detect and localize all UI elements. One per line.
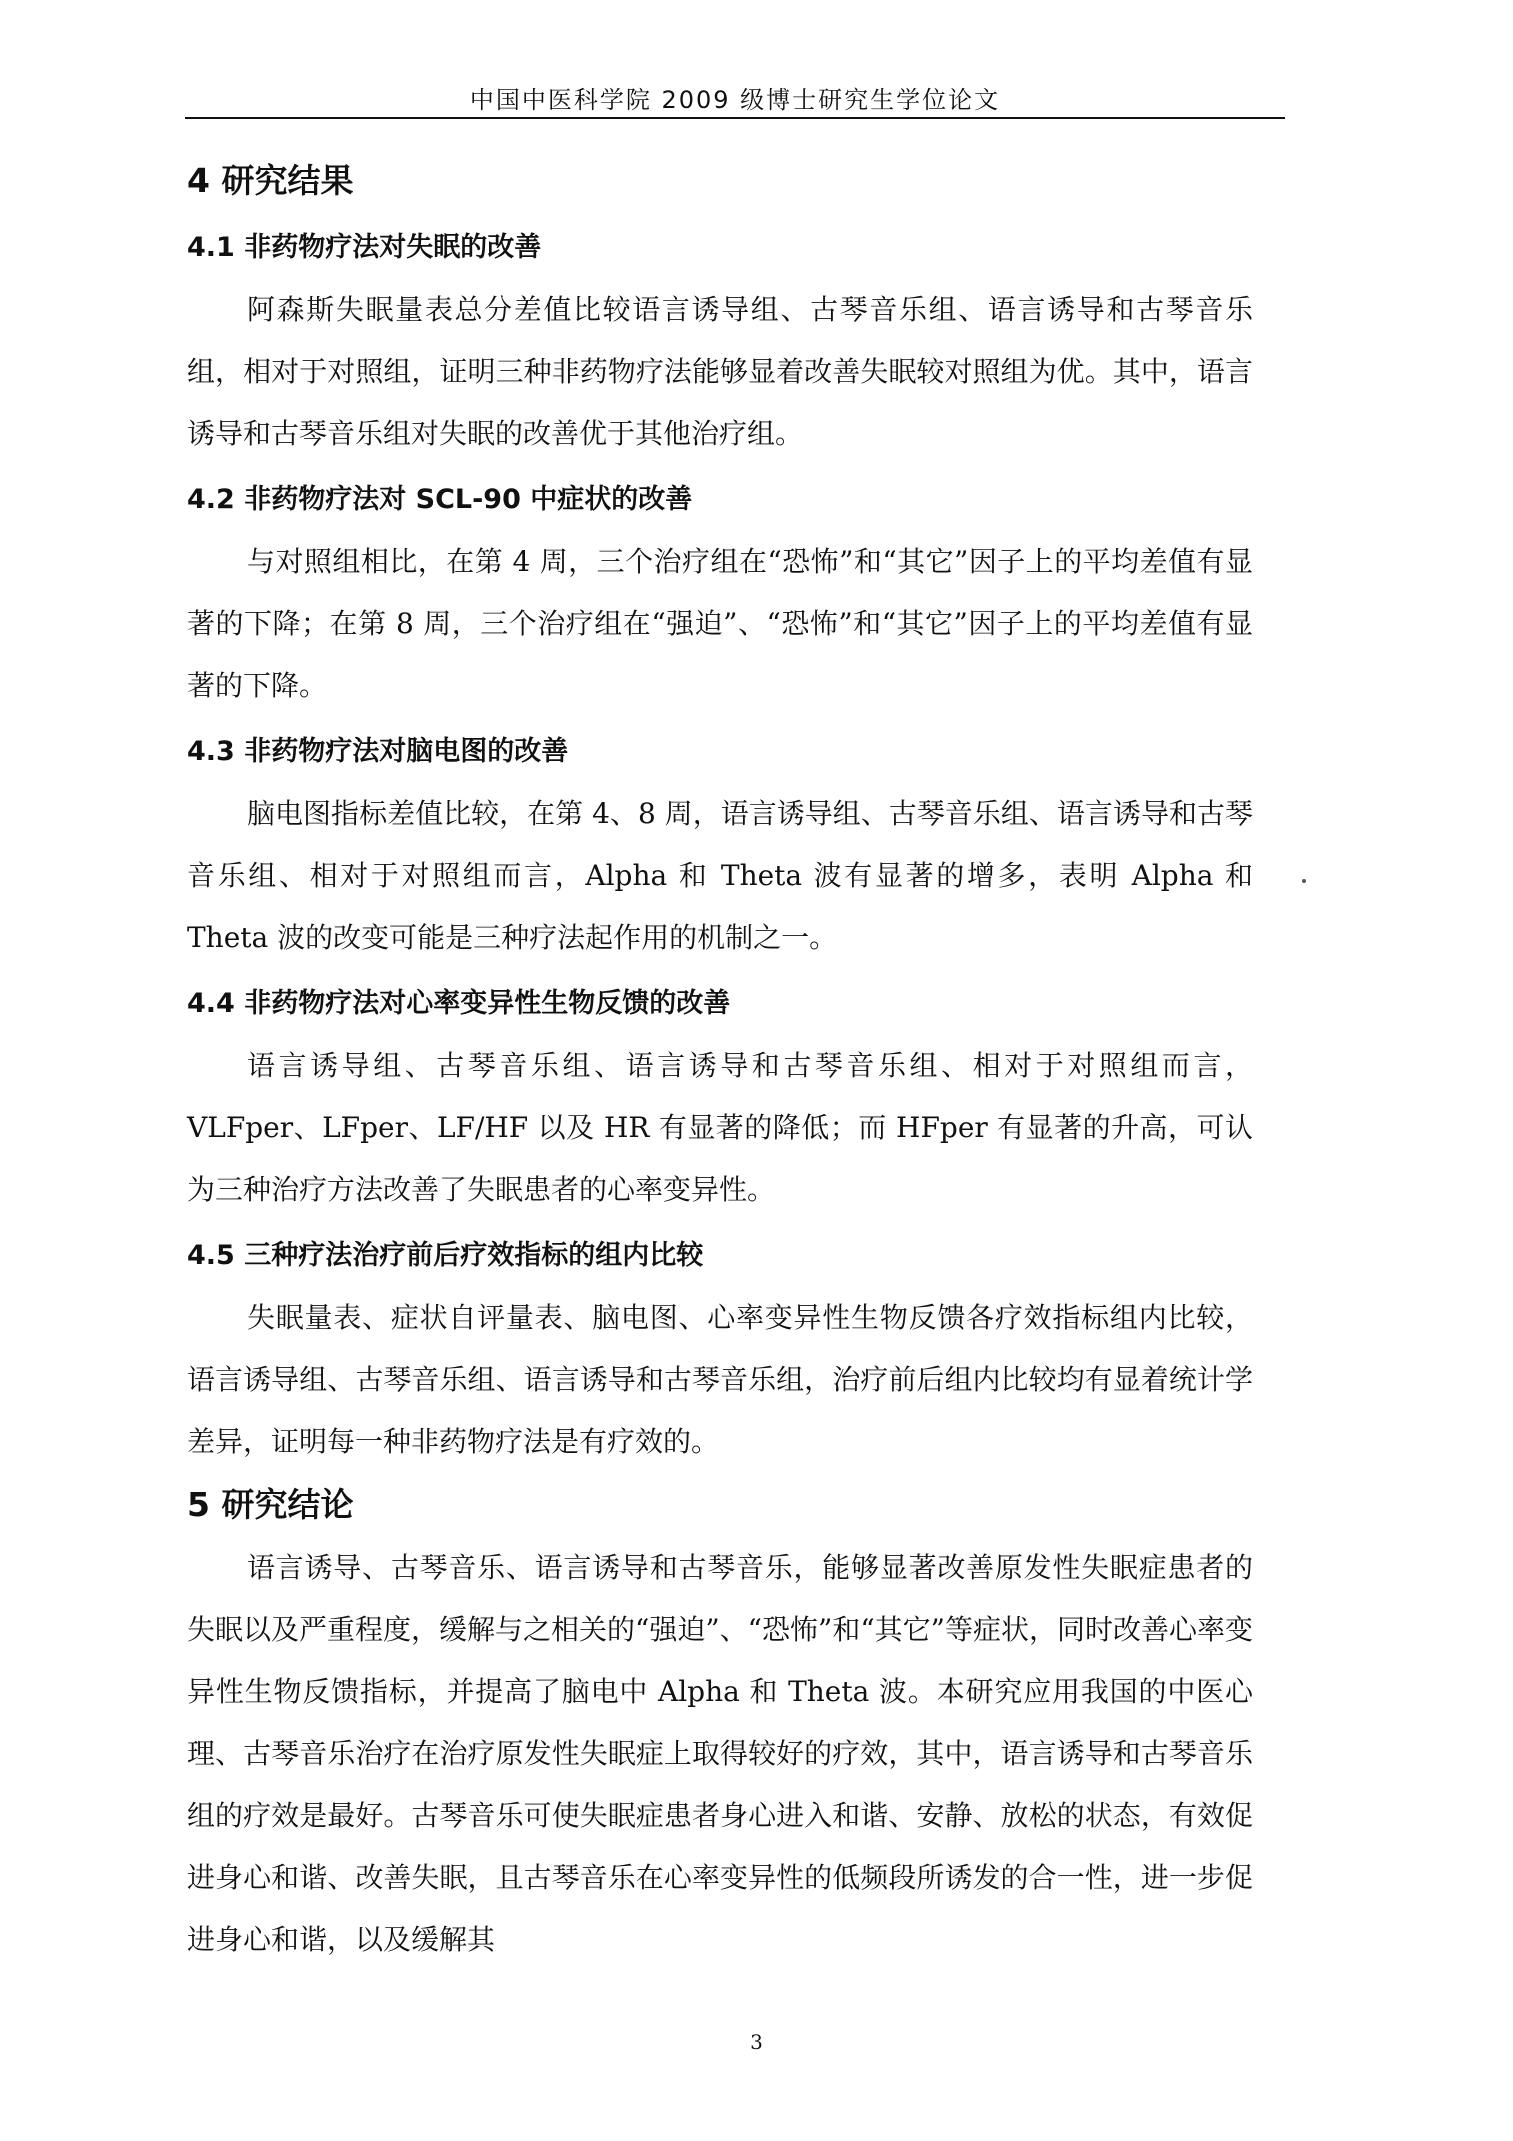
section-4-title: 4 研究结果 bbox=[187, 161, 354, 200]
running-header: 中国中医科学院 2009 级博士研究生学位论文 bbox=[469, 86, 1001, 114]
subsection-4-5-text: 失眠量表、症状自评量表、脑电图、心率变异性生物反馈各疗效指标组内比较，语言诱导组、古琴音乐组、语言诱导和古琴音乐组，治疗前后组内比较均有显着统计学差异，证明每一种非药物疗法是有疗效的。 bbox=[187, 1301, 1253, 1458]
subsection-4-1-title: 4.1 非药物疗法对失眠的改善 bbox=[187, 232, 542, 263]
subsection-4-3-text: 脑电图指标差值比较，在第 4、8 周，语言诱导组、古琴音乐组、语言诱导和古琴音乐组、相对于对照组而言，Alpha 和 Theta 波有显著的增多，表明 Alpha 和 Theta 波的改变可能是三种疗法起作用的机制之一。 bbox=[187, 797, 1253, 954]
header-rule bbox=[185, 117, 1285, 119]
subsection-4-1-text: 阿森斯失眠量表总分差值比较语言诱导组、古琴音乐组、语言诱导和古琴音乐组，相对于对照组，证明三种非药物疗法能够显着改善失眠较对照组为优。其中，语言诱导和古琴音乐组对失眠的改善优于其他治疗组。 bbox=[187, 293, 1253, 450]
section-5-title: 5 研究结论 bbox=[187, 1485, 354, 1524]
main-content bbox=[187, 155, 1253, 1975]
subsection-4-4-title: 4.4 非药物疗法对心率变异性生物反馈的改善 bbox=[187, 988, 731, 1019]
subsection-4-4-text: 语言诱导组、古琴音乐组、语言诱导和古琴音乐组、相对于对照组而言，VLFper、LFper、LF/HF 以及 HR 有显著的降低；而 HFper 有显著的升高，可认为三种治疗方法改善了失眠患者的心率变异性。 bbox=[187, 1049, 1253, 1206]
page-number: 3 bbox=[750, 2030, 763, 2054]
subsection-4-5-title: 4.5 三种疗法治疗前后疗效指标的组内比较 bbox=[187, 1240, 704, 1271]
subsection-4-2-text: 与对照组相比，在第 4 周，三个治疗组在“恐怖”和“其它”因子上的平均差值有显著的下降；在第 8 周，三个治疗组在“强迫”、“恐怖”和“其它”因子上的平均差值有显著的下降。 bbox=[187, 545, 1253, 702]
section-5-text: 语言诱导、古琴音乐、语言诱导和古琴音乐，能够显著改善原发性失眠症患者的失眠以及严重程度，缓解与之相关的“强迫”、“恐怖”和“其它”等症状，同时改善心率变异性生物反馈指标，并提高了脑电中 Alpha 和 Theta 波。本研究应用我国的中医心理、古琴音乐治疗在治疗原发性失眠症上取得较好的疗效，其中，语言诱导和古琴音乐组的疗效是最好。古琴音乐可使失眠症患者身心进入和谐、安静、放松的状态，有效促进身心和谐、改善失眠，且古琴音乐在心率变异性的低频段所诱发的合一性，进一步促进身心和谐，以及缓解其 bbox=[187, 1551, 1253, 1956]
subsection-4-3-title: 4.3 非药物疗法对脑电图的改善 bbox=[187, 736, 569, 767]
subsection-4-2-title: 4.2 非药物疗法对 SCL-90 中症状的改善 bbox=[187, 484, 693, 515]
scan-speck bbox=[1302, 879, 1306, 883]
